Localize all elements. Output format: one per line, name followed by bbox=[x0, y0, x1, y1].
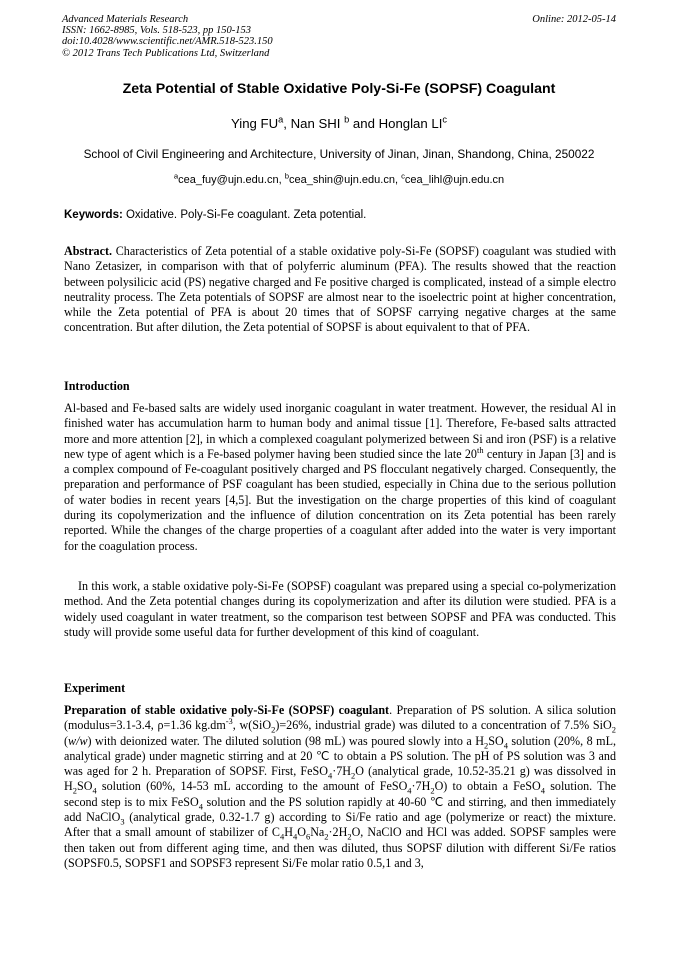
author-sep: and bbox=[349, 116, 379, 131]
email-list bbox=[30, 171, 648, 186]
exp-sub: 4 bbox=[540, 785, 545, 796]
exp-sub: 2 bbox=[611, 724, 616, 735]
exp-sub: 4 bbox=[292, 831, 298, 842]
email-1[interactable]: cea_fuy@ujn.edu.cn, bbox=[178, 174, 285, 186]
author-3: Honglan LI bbox=[378, 116, 443, 131]
online-date: Online: 2012-05-14 bbox=[532, 14, 616, 25]
exp-text: ·2H bbox=[328, 825, 348, 840]
keywords bbox=[64, 209, 616, 221]
exp-text: H bbox=[284, 825, 293, 840]
email-sup: a bbox=[173, 171, 179, 181]
exp-sub: 4 bbox=[92, 785, 97, 796]
exp-sub: 2 bbox=[347, 831, 352, 842]
exp-sub: 3 bbox=[120, 816, 125, 827]
abstract-text: Characteristics of Zeta potential of a stable oxidative poly-Si-Fe (SOPSF) coagulant was studied with Nano Zetasizer, in comparison with that of polyferric aluminum (PFA). The results showed that the reaction between polysilicic acid (PS) negative charged and Fe positive charged is complicated, instead of a simple electro neutrality process. The Zeta potentials of SOPSF are almost near to the isoelectric point at higher concentration, while the Zeta potential of PFA is about 20 times that of SOPSF carrying negative charges at the same concentration. But after dilution, the Zeta potential of SOPSF is about equivalent to that of PFA. bbox=[64, 244, 616, 335]
exp-text: , w(SiO bbox=[232, 718, 272, 733]
exp-text: ·7H bbox=[411, 779, 431, 794]
email-sup: c bbox=[401, 171, 405, 181]
author-3-sup: c bbox=[442, 114, 448, 125]
exp-text: solution and the PS solution rapidly at 40-60 ℃ and stirring, and then immediately add NaClO bbox=[64, 794, 616, 825]
exp-text: O) to obtain a FeSO bbox=[434, 779, 541, 794]
exp-text: O, NaClO and HCl was added. SOPSF samples were then taken out from different aging time, and then was diluted, thus SOPSF dilution with different Si/Fe ratios (SOPSF0.5, SOPSF1 and SOPSF3 represent Si/Fe molar ratio 0.5,1 and 3, bbox=[64, 825, 616, 870]
exp-sub: 2 bbox=[351, 770, 356, 781]
journal-name: Advanced Materials Research bbox=[62, 14, 189, 25]
exp-text: ( bbox=[64, 733, 69, 748]
exp-text: SO bbox=[488, 733, 504, 748]
exp-text: solution (20%, 8 mL, analytical grade) under magnetic stirring and at 20 ℃ to obtain a PS solution. The pH of PS solution was 3 and was aged for 2 h. Preparation of SOPSF. First, FeSO bbox=[64, 733, 616, 779]
exp-sub: 4 bbox=[198, 801, 203, 812]
exp-text: (analytical grade, 0.32-1.7 g) according to Si/Fe ratio and age (polymerize or react) the mixture. After that a small amount of stabilizer of C bbox=[64, 810, 617, 840]
copyright-line: © 2012 Trans Tech Publications Ltd, Switzerland bbox=[62, 47, 270, 59]
exp-sub: 2 bbox=[271, 724, 276, 735]
subsection-heading: Preparation of stable oxidative poly-Si-Fe (SOPSF) coagulant bbox=[64, 703, 390, 717]
exp-text: solution. The second step is to mix FeSO bbox=[64, 779, 616, 809]
author-1: Ying FU bbox=[230, 116, 279, 131]
author-2: Nan SHI bbox=[290, 116, 345, 131]
keywords-text: Oxidative. Poly-Si-Fe coagulant. Zeta potential. bbox=[122, 209, 367, 221]
exp-text: O (analytical grade, 10.52-35.21 g) was dissolved in H bbox=[64, 764, 616, 794]
exp-sub: 2 bbox=[324, 831, 329, 842]
paper-title: Zeta Potential of Stable Oxidative Poly-Si-Fe (SOPSF) Coagulant bbox=[122, 81, 556, 97]
abstract-label: Abstract. bbox=[64, 244, 113, 258]
exp-sup: -3 bbox=[225, 716, 233, 727]
exp-text: solution (60%, 14-53 mL according to the amount of FeSO bbox=[96, 779, 408, 794]
exp-sub: 4 bbox=[503, 740, 508, 750]
email-2[interactable]: cea_shin@ujn.edu.cn, bbox=[288, 174, 402, 186]
intro-sup: th bbox=[476, 444, 484, 455]
email-sup: b bbox=[284, 171, 289, 181]
email-3[interactable]: cea_lihl@ujn.edu.cn bbox=[404, 174, 505, 186]
author-2-sup: b bbox=[344, 114, 350, 125]
journal-header bbox=[62, 14, 616, 59]
exp-sub: 2 bbox=[483, 740, 489, 750]
exp-italic: w/w bbox=[68, 733, 88, 748]
doi-line[interactable]: doi:10.4028/www.scientific.net/AMR.518-523.150 bbox=[62, 36, 273, 48]
intro-text: century in Japan [3] and is a complex compound of Fe-coagulant positively charged and PS flocculant negatively charged. Consequently, the preparation and performance of PSF coagulant has been studied, especially in China due to the serious pollution of water bodies in recent years [4,5]. But the investigation on the charge properties of this kind of coagulant during its copolymerization and the influence of dilution concentration on its Zeta potential has been rarely reported. While the changes of the charge properties of a coagulant after added into the water is very important for the coagulation process. bbox=[64, 446, 616, 553]
affiliation: School of Civil Engineering and Architecture, University of Jinan, Jinan, Shandong, China, 250022 bbox=[83, 147, 595, 161]
exp-sub: 6 bbox=[305, 831, 311, 842]
exp-text: )=26%, industrial grade) was diluted to a concentration of 7.5% SiO bbox=[275, 718, 612, 733]
intro-paragraph-2: In this work, a stable oxidative poly-Si-Fe (SOPSF) coagulant was prepared using a special co-polymerization method. And the Zeta potential changes during its copolymerization and after its dilution were studied. PFA is a widely used coagulant in water treatment, so the comparison test between SOPSF and PFA was conducted. This study will provide some useful data for further development of this kind of coagulant. bbox=[64, 579, 616, 639]
exp-text: . Preparation of PS solution. A silica solution (modulus=3.1-3.4, ρ=1.36 kg.dm bbox=[64, 703, 617, 733]
exp-sub: 4 bbox=[327, 770, 333, 781]
exp-sub: 4 bbox=[407, 785, 412, 796]
exp-text: Na bbox=[310, 825, 325, 840]
exp-sub: 2 bbox=[72, 785, 77, 796]
section-heading-introduction: Introduction bbox=[64, 379, 130, 393]
exp-text: O bbox=[297, 825, 306, 840]
experiment-paragraph bbox=[64, 703, 616, 871]
exp-text: ) with deionized water. The diluted solution (98 mL) was poured slowly into a H bbox=[87, 733, 484, 748]
exp-sub: 4 bbox=[280, 831, 285, 842]
author-list bbox=[30, 116, 648, 131]
issn-line: ISSN: 1662-8985, Vols. 518-523, pp 150-153 bbox=[62, 25, 251, 37]
author-1-sup: a bbox=[278, 114, 284, 125]
exp-sub: 2 bbox=[430, 785, 435, 796]
exp-text: ·7H bbox=[332, 764, 352, 779]
section-heading-experiment: Experiment bbox=[64, 681, 126, 695]
author-sep: , bbox=[283, 116, 291, 131]
abstract bbox=[64, 244, 616, 336]
intro-paragraph-1 bbox=[64, 401, 616, 554]
keywords-label: Keywords: bbox=[64, 209, 123, 221]
intro-text: Al-based and Fe-based salts are widely used inorganic coagulant in water treatment. However, the residual Al in finished water has accumulation harm to human body and animal tissue [1]. Therefore, Fe-based salts attracted more and more attention [2], in which a complexed coagulant polymerized between Si and iron (PSF) is a relative new type of agent which is a Fe-based polymer having been studied since the late 20 bbox=[64, 401, 616, 461]
exp-text: SO bbox=[76, 779, 93, 794]
